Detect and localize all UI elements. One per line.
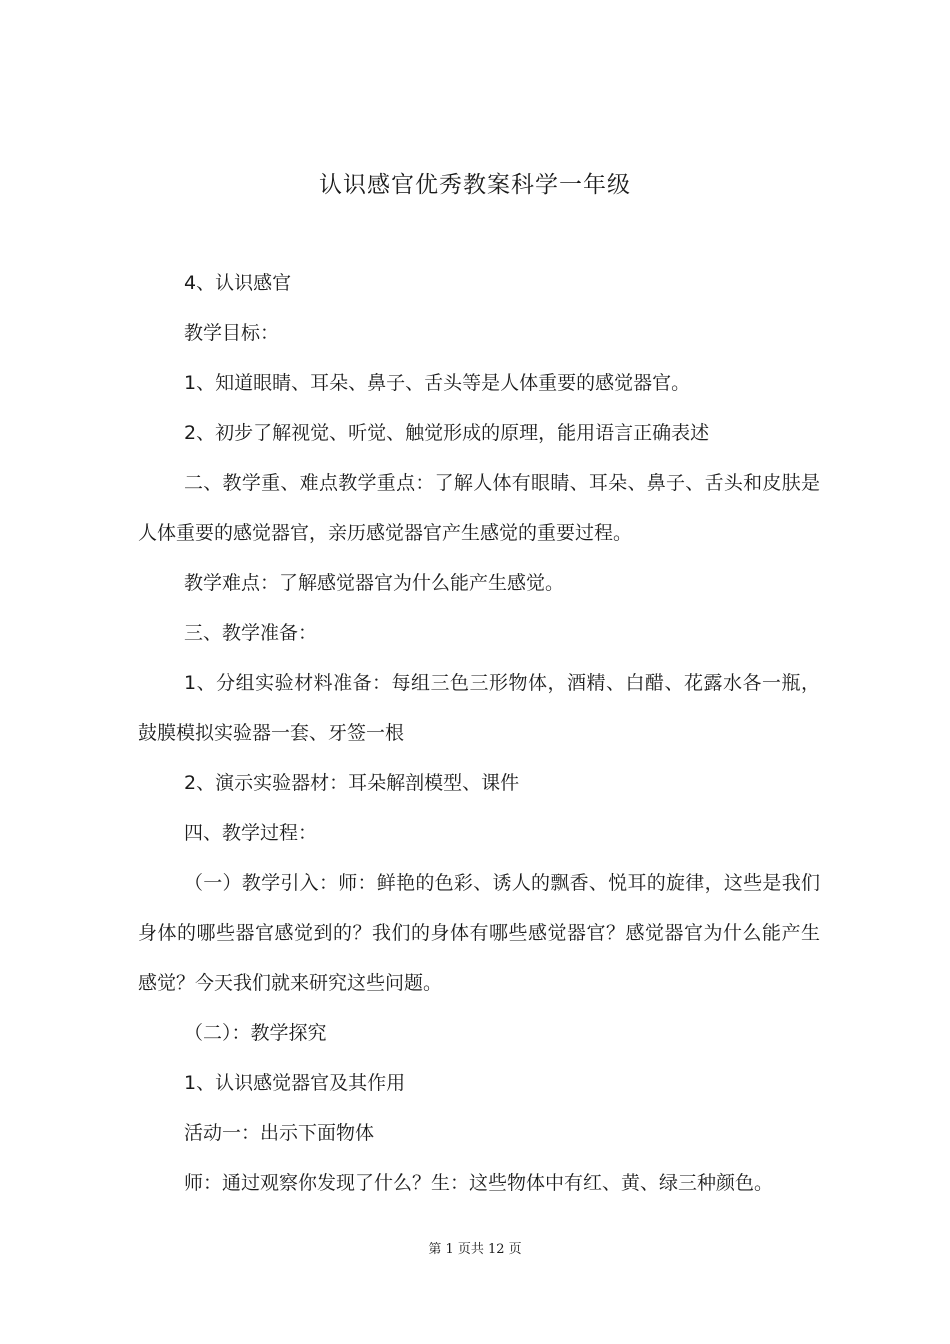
document-title: 认识感官优秀教案科学一年级 bbox=[319, 172, 631, 198]
paragraph-sense-organs: 1、认识感觉器官及其作用 bbox=[184, 1072, 406, 1094]
paragraph-introduction: （一）教学引入：师：鲜艳的色彩、诱人的飘香、悦耳的旋律，这些是我们身体的哪些器官感觉到的？我们的身体有哪些感觉器官？感觉器官为什么能产生感觉？今天我们就来研究这些问题。 bbox=[138, 872, 820, 994]
document-body bbox=[138, 258, 820, 1208]
paragraph-exploration-heading: （二）：教学探究 bbox=[184, 1022, 327, 1044]
paragraph-objective-1: 1、知道眼睛、耳朵、鼻子、舌头等是人体重要的感觉器官。 bbox=[184, 372, 691, 394]
paragraph-activity-one: 活动一：出示下面物体 bbox=[184, 1122, 375, 1144]
paragraph-objective-2: 2、初步了解视觉、听觉、触觉形成的原理，能用语言正确表述 bbox=[184, 422, 710, 444]
paragraph-preparation-heading: 三、教学准备： bbox=[184, 622, 318, 644]
paragraph-observation-dialogue: 师：通过观察你发现了什么？生：这些物体中有红、黄、绿三种颜色。 bbox=[184, 1172, 774, 1194]
paragraph-demo-materials: 2、演示实验器材：耳朵解剖模型、课件 bbox=[184, 772, 520, 794]
paragraph-difficulty: 教学难点：了解感觉器官为什么能产生感觉。 bbox=[184, 572, 565, 594]
paragraph-process-heading: 四、教学过程： bbox=[184, 822, 318, 844]
page-footer: 第 1 页共 12 页 bbox=[428, 1242, 522, 1257]
paragraph-key-points: 二、教学重、难点教学重点：了解人体有眼睛、耳朵、鼻子、舌头和皮肤是人体重要的感觉器官，亲历感觉器官产生感觉的重要过程。 bbox=[138, 472, 820, 544]
paragraph-group-materials: 1、分组实验材料准备：每组三色三形物体，酒精、白醋、花露水各一瓶，鼓膜模拟实验器一套、牙签一根 bbox=[138, 672, 820, 744]
paragraph-lesson-heading: 4、认识感官 bbox=[184, 272, 292, 294]
paragraph-objectives-heading: 教学目标： bbox=[184, 322, 280, 344]
